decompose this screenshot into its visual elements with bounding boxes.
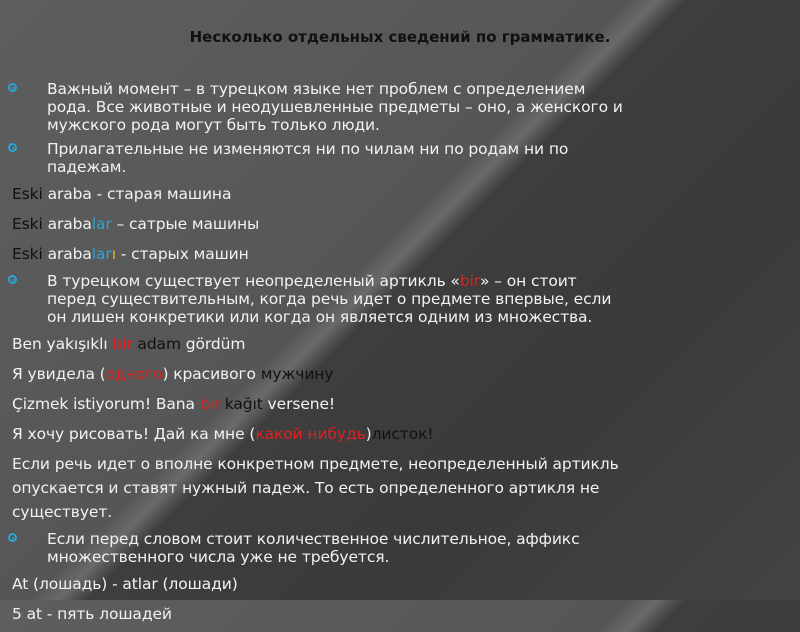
text-segment: он лишен конкретики или когда он является одним из множества.	[47, 308, 593, 326]
text-line	[0, 572, 800, 596]
text-segment: versene!	[262, 395, 336, 413]
text-segment: Важный момент – в турецком языке нет проблем с определением	[47, 80, 586, 98]
text-segment: araba	[47, 215, 92, 233]
text-segment: )	[365, 425, 372, 443]
text-line	[0, 500, 800, 524]
text-line	[0, 392, 800, 416]
text-segment: множественного числа уже не требуется.	[47, 548, 390, 566]
text-segment: araba - старая машина	[47, 185, 232, 203]
text-line	[0, 242, 800, 266]
text-segment: мужского рода могут быть только люди.	[47, 116, 380, 134]
text-segment: - старых машин	[115, 245, 249, 263]
text-segment: bir	[199, 395, 220, 413]
text-segment: ı	[111, 245, 116, 263]
circle-bullet-icon	[8, 143, 17, 152]
text-segment: adam	[132, 335, 181, 353]
text-segment: листок!	[371, 425, 434, 443]
text-segment: lar	[91, 215, 112, 233]
text-segment: падежам.	[47, 158, 127, 176]
bullet-paragraph	[0, 272, 800, 326]
bullet-paragraph	[0, 530, 800, 566]
text-line	[0, 602, 800, 626]
text-segment: мужчину	[260, 365, 334, 383]
text-line	[0, 158, 800, 176]
text-segment: Я хочу рисовать! Дай ка мне (	[12, 425, 256, 443]
bullet-paragraph	[0, 80, 800, 134]
text-line	[0, 182, 800, 206]
text-segment: araba	[47, 245, 92, 263]
text-segment: Eski	[12, 185, 48, 203]
circle-bullet-icon	[8, 275, 17, 284]
text-line	[0, 80, 800, 98]
text-line	[0, 308, 800, 326]
circle-bullet-icon	[8, 83, 17, 92]
text-segment: kağıt	[219, 395, 263, 413]
text-line	[0, 422, 800, 446]
text-paragraph	[0, 242, 800, 266]
text-line	[0, 290, 800, 308]
text-segment: рода. Все животные и неодушевленные предметы – оно, а женского и	[47, 98, 623, 116]
text-paragraph	[0, 572, 800, 596]
text-segment: Я увидела (	[12, 365, 106, 383]
text-segment: существует.	[12, 503, 113, 521]
text-paragraph	[0, 362, 800, 386]
bullet-paragraph	[0, 140, 800, 176]
text-segment: Прилагательные не изменяются ни по чилам ни по родам ни по	[47, 140, 569, 158]
text-segment: – сатрые машины	[111, 215, 260, 233]
text-line	[0, 548, 800, 566]
slide-content	[0, 80, 800, 632]
slide-title: Несколько отдельных сведений по грамматике.	[189, 28, 611, 46]
text-paragraph	[0, 182, 800, 206]
text-segment: ) красивого	[162, 365, 261, 383]
text-paragraph	[0, 602, 800, 626]
text-paragraph	[0, 212, 800, 236]
text-segment: 5 at - пять лошадей	[12, 605, 172, 623]
text-line	[0, 212, 800, 236]
text-line	[0, 530, 800, 548]
text-segment: перед существительным, когда речь идет о предмете впервые, если	[47, 290, 612, 308]
text-line	[0, 332, 800, 356]
text-segment: В турецком существует неопределеный артикль «	[47, 272, 460, 290]
text-line	[0, 272, 800, 290]
text-segment: » – он стоит	[480, 272, 577, 290]
text-segment: одного	[105, 365, 163, 383]
text-line	[0, 476, 800, 500]
text-line	[0, 140, 800, 158]
text-segment: Если речь идет о вполне конкретном предмете, неопределенный артикль	[12, 455, 619, 473]
text-segment: lar	[91, 245, 112, 263]
text-line	[0, 452, 800, 476]
text-line	[0, 116, 800, 134]
text-segment: Çizmek istiyorum! Bana	[12, 395, 200, 413]
text-segment: какой нибудь	[255, 425, 366, 443]
text-line	[0, 98, 800, 116]
text-segment: Eski	[12, 215, 48, 233]
text-segment: At (лошадь) - atlar (лошади)	[12, 575, 238, 593]
text-paragraph	[0, 332, 800, 356]
text-segment: Если перед словом стоит количественное числительное, аффикс	[47, 530, 580, 548]
circle-bullet-icon	[8, 533, 17, 542]
text-line	[0, 362, 800, 386]
text-segment: опускается и ставят нужный падеж. То есть определенного артикля не	[12, 479, 600, 497]
text-paragraph	[0, 452, 800, 524]
text-segment: bir	[459, 272, 481, 290]
text-segment: Ben yakışıklı	[12, 335, 113, 353]
text-segment: gördüm	[180, 335, 246, 353]
text-segment: bir	[112, 335, 133, 353]
text-segment: Eski	[12, 245, 48, 263]
text-paragraph	[0, 392, 800, 416]
text-paragraph	[0, 422, 800, 446]
